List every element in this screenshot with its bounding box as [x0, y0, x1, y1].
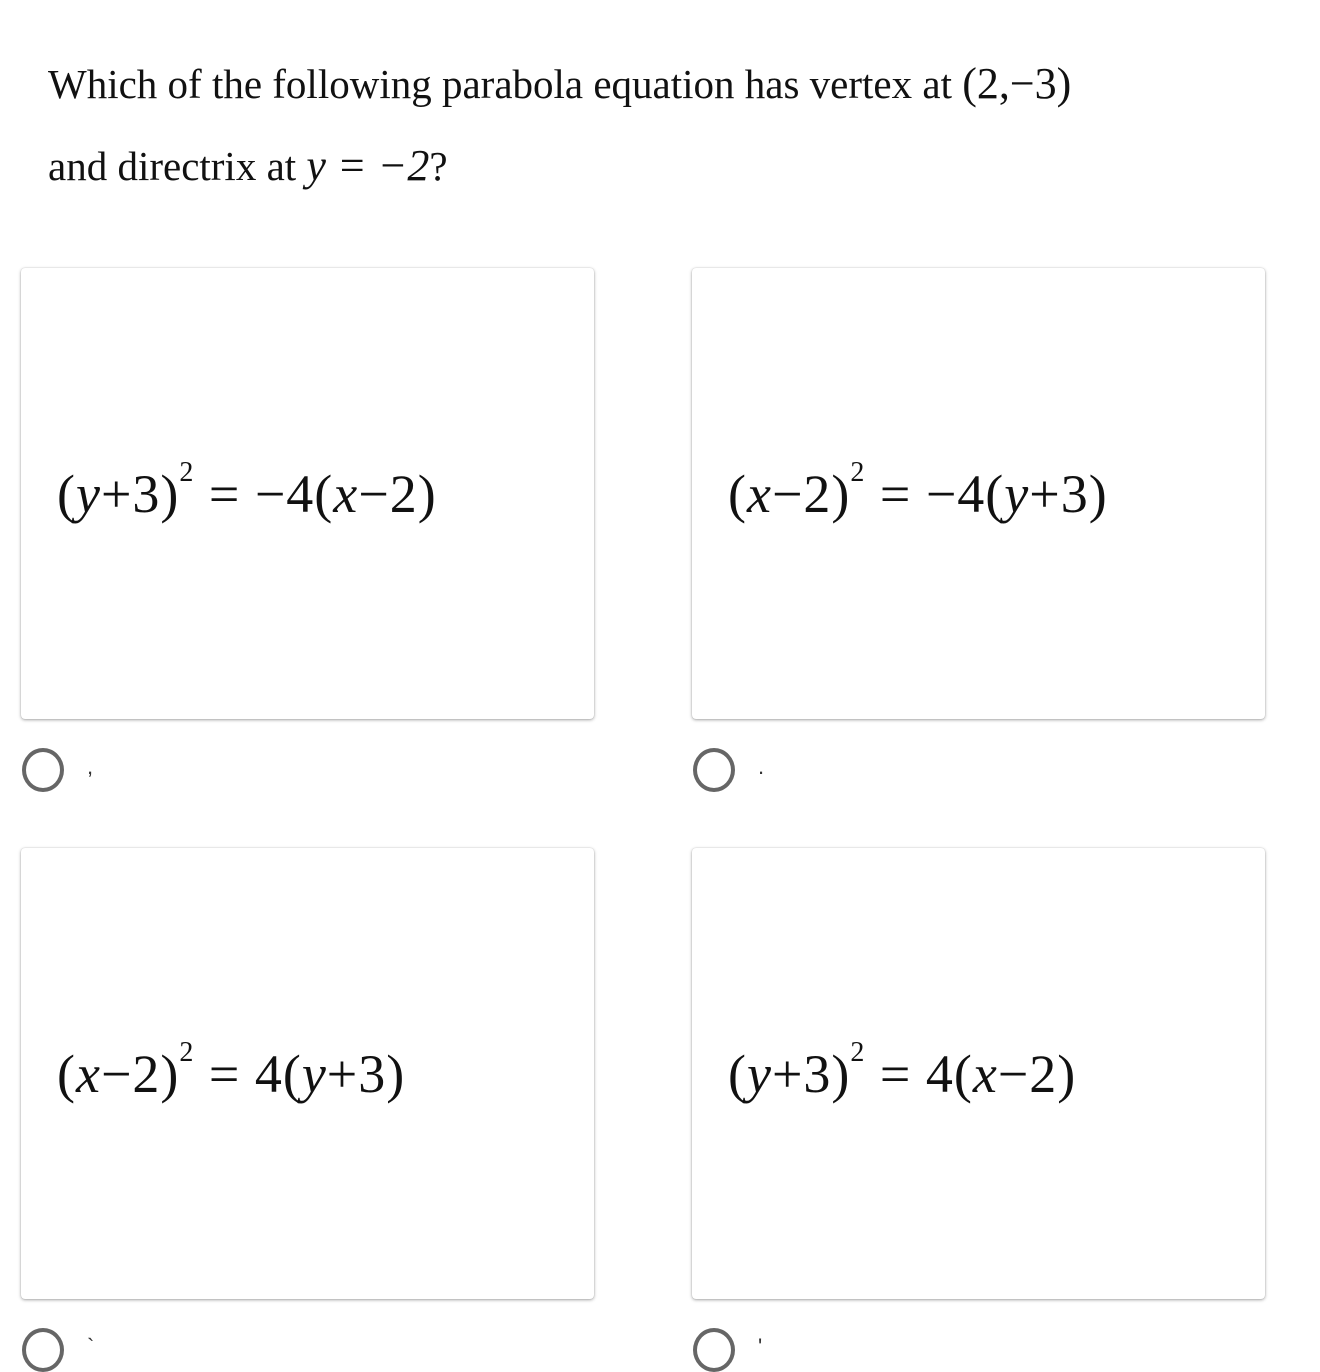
equation-part: y: [75, 463, 101, 524]
equation-part: = −4(: [865, 463, 1005, 524]
equation-part: −2): [358, 463, 437, 524]
equation-part: y: [746, 1043, 772, 1104]
option-card-2[interactable]: [692, 268, 1265, 719]
directrix-math: y = −2: [306, 141, 430, 190]
equation-part: (: [57, 1043, 76, 1104]
equation: [21, 456, 437, 525]
equation-part: x: [972, 1043, 998, 1104]
equation-part: +3): [326, 1043, 406, 1104]
equation-part: +3): [771, 1043, 851, 1104]
equation-part: 2: [850, 456, 866, 488]
equation-part: +3): [1029, 463, 1108, 524]
option-radio-1[interactable]: [22, 748, 64, 792]
equation-part: y: [301, 1043, 327, 1104]
option-label-1: ,: [87, 754, 94, 779]
equation-part: (: [728, 463, 747, 524]
equation-part: (: [57, 463, 76, 524]
question-text-2: and directrix at: [48, 143, 307, 189]
equation-part: 2: [850, 1036, 866, 1068]
question-text: Which of the following parabola equation has vertex at: [48, 61, 963, 107]
equation: [692, 456, 1108, 525]
equation-part: = −4(: [194, 463, 334, 524]
option-radio-3[interactable]: [22, 1328, 64, 1372]
equation: [692, 1036, 1077, 1105]
option-card-3[interactable]: [21, 848, 594, 1299]
question-line-1: [48, 58, 1071, 109]
vertex-math: (2,−3): [962, 59, 1072, 108]
equation-part: 2: [179, 1036, 195, 1068]
option-radio-4[interactable]: [693, 1328, 735, 1372]
option-label-4: ': [758, 1334, 763, 1359]
equation: [21, 1036, 406, 1105]
equation-part: x: [746, 463, 772, 524]
equation-part: x: [333, 463, 359, 524]
equation-part: −2): [997, 1043, 1077, 1104]
question-line-2: [48, 140, 448, 191]
equation-part: +3): [100, 463, 180, 524]
option-card-4[interactable]: [692, 848, 1265, 1299]
equation-part: −2): [771, 463, 851, 524]
equation-part: y: [1004, 463, 1030, 524]
equation-part: = 4(: [194, 1043, 302, 1104]
equation-part: x: [75, 1043, 101, 1104]
option-label-2: .: [758, 754, 765, 779]
equation-part: = 4(: [865, 1043, 973, 1104]
question-mark: ?: [429, 143, 448, 189]
option-label-3: `: [87, 1334, 95, 1359]
option-radio-2[interactable]: [693, 748, 735, 792]
equation-part: (: [728, 1043, 747, 1104]
equation-part: 2: [179, 456, 195, 488]
option-card-1[interactable]: [21, 268, 594, 719]
equation-part: −2): [100, 1043, 180, 1104]
